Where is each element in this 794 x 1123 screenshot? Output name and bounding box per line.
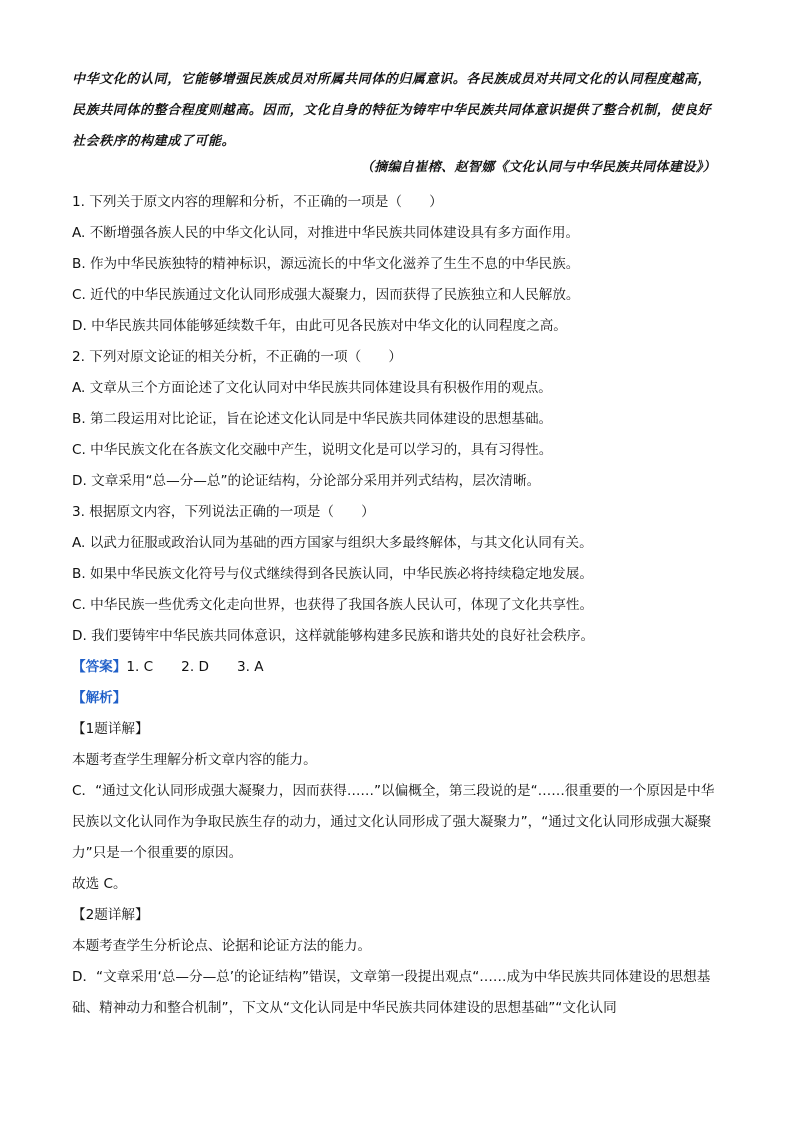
analysis-q1-conclusion: 故选 C。	[72, 876, 127, 892]
question-3-option-b: B. 如果中华民族文化符号与仪式继续得到各民族认同，中华民族必将持续稳定地发展。	[72, 566, 593, 582]
question-3-option-a: A. 以武力征服或政治认同为基础的西方国家与组织大多最终解体，与其文化认同有关。	[72, 535, 593, 551]
analysis-tag: 【解析】	[72, 690, 127, 706]
answer-3: 3. A	[236, 659, 264, 675]
question-2-option-b: B. 第二段运用对比论证，旨在论述文化认同是中华民族共同体建设的思想基础。	[72, 411, 553, 427]
analysis-q2-detail: D．“文章采用‘总—分—总’的论证结构”错误，文章第一段提出观点“……成为中华民族共同体建设的思想基础、精神动力和整合机制”，下文从“文化认同是中华民族共同体建设的思想基础”“文化认同	[72, 969, 711, 1016]
analysis-q2-heading: 【2题详解】	[72, 907, 149, 923]
question-1-option-a: A. 不断增强各族人民的中华文化认同，对推进中华民族共同体建设具有多方面作用。	[72, 225, 580, 241]
analysis-q1-detail: C．“通过文化认同形成强大凝聚力，因而获得……”以偏概全，第三段说的是“……很重要的一个原因是中华民族以文化认同作为争取民族生存的动力，通过文化认同形成了强大凝聚力”，“通过文化认同形成强大凝聚力”只是一个很重要的原因。	[72, 783, 715, 861]
question-1-option-d: D. 中华民族共同体能够延续数千年，由此可见各民族对中华文化的认同程度之高。	[72, 318, 567, 334]
answer-tag: 【答案】	[72, 659, 127, 675]
passage-source: （摘编自崔榕、赵智娜《文化认同与中华民族共同体建设》）	[360, 160, 716, 175]
answer-1: 1. C	[126, 659, 154, 675]
answer-2: 2. D	[181, 659, 209, 675]
analysis-q1-heading: 【1题详解】	[72, 721, 149, 737]
question-2-option-a: A. 文章从三个方面论述了文化认同对中华民族共同体建设具有积极作用的观点。	[72, 380, 552, 396]
question-1-stem: 1. 下列关于原文内容的理解和分析，不正确的一项是（ ）	[72, 194, 443, 210]
passage-excerpt	[72, 64, 722, 157]
question-3-stem: 3. 根据原文内容，下列说法正确的一项是（ ）	[72, 504, 375, 520]
analysis-q1-intro: 本题考查学生理解分析文章内容的能力。	[72, 752, 317, 768]
question-1-option-b: B. 作为中华民族独特的精神标识，源远流长的中华文化滋养了生生不息的中华民族。	[72, 256, 580, 272]
analysis-tag-line	[72, 683, 722, 714]
question-2-option-c: C. 中华民族文化在各族文化交融中产生，说明文化是可以学习的，具有习得性。	[72, 442, 553, 458]
question-section	[72, 187, 722, 1024]
question-3-option-c: C. 中华民族一些优秀文化走向世界，也获得了我国各族人民认可，体现了文化共享性。	[72, 597, 594, 613]
question-2-option-d: D. 文章采用“总—分—总”的论证结构，分论部分采用并列式结构，层次清晰。	[72, 473, 541, 489]
analysis-q2-intro: 本题考查学生分析论点、论据和论证方法的能力。	[72, 938, 372, 954]
passage-text: 中华文化的认同，它能够增强民族成员对所属共同体的归属意识。各民族成员对共同文化的认同程度越高，民族共同体的整合程度则越高。因而，文化自身的特征为铸牢中华民族共同体意识提供了整合机制，使良好社会秩序的构建成了可能。	[72, 72, 712, 149]
answer-line	[72, 652, 722, 683]
question-1-option-c: C. 近代的中华民族通过文化认同形成强大凝聚力，因而获得了民族独立和人民解放。	[72, 287, 580, 303]
question-3-option-d: D. 我们要铸牢中华民族共同体意识，这样就能够构建多民族和谐共处的良好社会秩序。	[72, 628, 595, 644]
question-2-stem: 2. 下列对原文论证的相关分析，不正确的一项（ ）	[72, 349, 402, 365]
